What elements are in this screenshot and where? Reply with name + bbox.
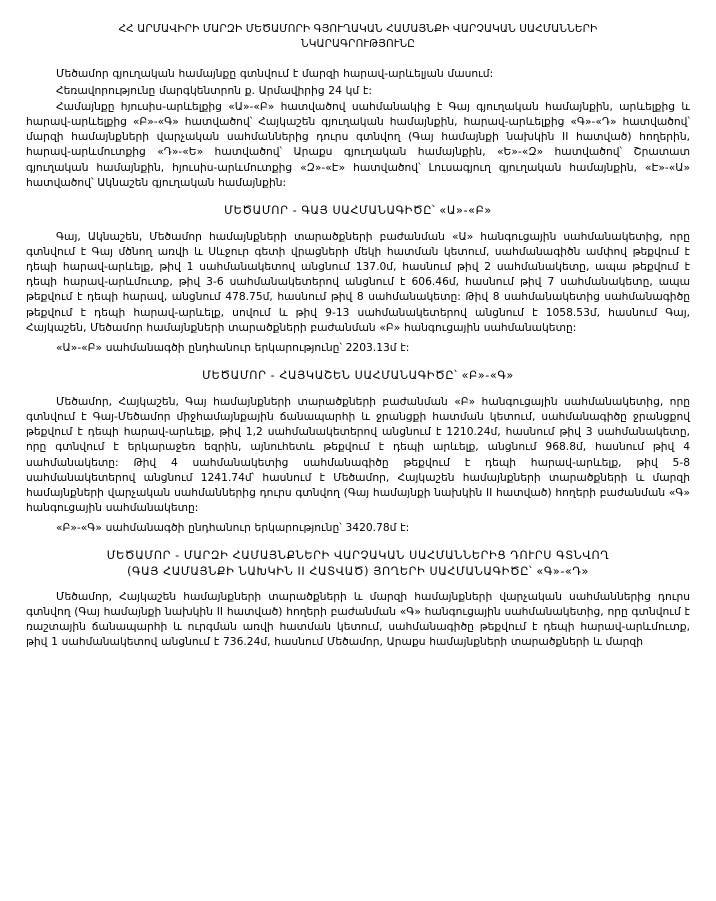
intro-paragraph-3: Համայնքը հյուսիս-արևելքից «Ա»-«Բ» հատվածով սահմանակից է Գայ գյուղական համայնքին, արևելքից և հարավ-արևելքից «Բ»-«Գ» հատվածով՝ Հայկաշեն գյուղական համայնքին, հարավ-արևելքից «Գ»-«Դ» հատվածով՝ մարզի համայնքների վարչական սահմաններից դուրս գտնվող (Գայ համայնքի նախկին II հատված) հողերին, հարավ-արևմուտքից «Դ»-«Ե» հատվածով՝ Արաքս գյուղական համայնքին, «Ե»-«Զ» հատվածով՝ Շրատատ գյուղական համայնքին, հյուսիս-արևմուտքից «Զ»-«Է» հատվածով՝ Լուսագյուղ գյուղական համայնքին, «Է»-«Ա» հատվածով՝ Ակնաշեն գյուղական համայնքին: (26, 99, 690, 189)
document-title-line-1: ՀՀ ԱՐՄԱՎԻՐԻ ՄԱՐԶԻ ՄԵԾԱՄՈՐԻ ԳՅՈՒՂԱԿԱՆ ՀԱՄԱՅՆՔԻ ՎԱՐՉԱԿԱՆ ՍԱՀՄԱՆՆԵՐԻ (118, 23, 598, 35)
section-heading-1 (26, 203, 690, 219)
section-1-length-note: «Ա»-«Բ» սահմանագծի ընդհանուր երկարությունը՝ 2203.13մ է: (56, 340, 410, 354)
section-2-length-note: «Բ»-«Գ» սահմանագծի ընդհանուր երկարությունը՝ 3420.78մ է: (56, 521, 410, 535)
section-3-paragraph-1: Մեծամոր, Հայկաշեն համայնքների տարածքների և մարզի համայնքների վարչական սահմաններից դուրս գտնվող (Գայ համայնքի նախկին II հատված) հողերի բաժանման «Գ» հանգուցային սահմանակետից, որը գտնվում է ռաշտային ճանապարհի և ուրգման առվի հատման կետում, սահմանագիծը թեքվում է դեպի հարավ-արևմուտք, թիվ 1 սահմանակետով անցնում է 736.24մ, հասնում Մեծամոր, Արաքս համայնքների տարածքների և մարզի (26, 589, 690, 649)
intro-paragraph-1: Մեծամոր գյուղական համայնքը գտնվում է մարզի հարավ-արևելյան մասում: (56, 67, 494, 81)
document-title (36, 22, 680, 52)
section-2-paragraph-1: Մեծամոր, Հայկաշեն, Գայ համայնքների տարածքների բաժանման «Բ» հանգուցային սահմանակետից, որը գտնվում է Գայ-Մեծամոր միջհամայնքային ճանապարհի և ջրանցքի հատման կետում, սահմանագիծը ջրանցքով թեքվում է դեպի հարավ-արևելք, թիվ 1,2 սահմանակետերով անցնում է 1210.24մ, հասնում թիվ 3 սահմանակետը, որը գտնվում է երկարաջեռ եզրին, այնուհետև թեքվում է դեպի արևելք, անցնում 968.8մ, հասնում թիվ 4 սահմանակետը: Թիվ 4 սահմանակետից սահմանագիծը թեքվում է դեպի հարավ-արևելք, թիվ 5-8 սահմանակետերով անցնում 1241.74մ՝ հասնում է Մեծամոր, Հայկաշեն համայնքների տարածքների և մարզի համայնքների վարչական սահմաններից դուրս գտնվող (Գայ համայնքի նախկին II հատված) հողերի բաժանման «Գ» հանգուցային սահմանակետը: (26, 394, 690, 515)
section-heading-3 (26, 548, 690, 579)
section-heading-2 (26, 368, 690, 384)
section-heading-1-line-1: ՄԵԾԱՄՈՐ - ԳԱՅ ՍԱՀՄԱՆԱԳԻԾԸ՝ «Ա»-«Բ» (224, 203, 492, 217)
section-heading-2-line-1: ՄԵԾԱՄՈՐ - ՀԱՅԿԱՇԵՆ ՍԱՀՄԱՆԱԳԻԾԸ՝ «Բ»-«Գ» (202, 369, 514, 383)
section-heading-3-line-1: ՄԵԾԱՄՈՐ - ՄԱՐԶԻ ՀԱՄԱՅՆՔՆԵՐԻ ՎԱՐՉԱԿԱՆ ՍԱՀՄԱՆՆԵՐԻՑ ԴՈՒՐՍ ԳՏՆՎՈՂ (106, 549, 610, 563)
section-heading-3-line-2: (ԳԱՅ ՀԱՄԱՅՆՔԻ ՆԱԽԿԻՆ II ՀԱՏՎԱԾ) ՅՈՂԵՐԻ ՍԱՀՄԱՆԱԳԻԾԸ՝ «Գ»-«Դ» (127, 565, 589, 579)
intro-paragraph-2: Հեռավորությունը մարգկենտրոն ք. Արմավիրից 24 կմ է: (56, 83, 372, 97)
section-1-paragraph-1: Գայ, Ակնաշեն, Մեծամոր համայնքների տարածքների բաժանման «Ա» հանգուցային սահմանակետից, որը գտնվում է Գայ մծնող առվի և Սևջուր գետի վրացների մեկի հատման կետում, սահմանագիծն ամփով թեքվում է դեպի հարավ-արևելք, թիվ 1 սահմանակետով անցնում 137.0մ, հասնում թիվ 2 սահմանակետը, ապա թեքվում է դեպի հարավ-արևմուտք, թիվ 3-6 սահմանակետերով անցնում է 606.46մ, հասնում թիվ 7 սահմանակետը, ապա թեքվում է դեպի հարավ, անցնում 478.75մ, հասնում թիվ 8 սահմանակետը: Թիվ 8 սահմանակետից սահմանագիծը թեքվում է դեպի հարավ-արևելք, սովում և թիվ 9-13 սահմանակետերով անցնում է 1058.53մ, հասնում Գայ, Հայկաշեն, Մեծամոր համայնքների տարածքների բաժանման «Բ» հանգուցային սահմանակետը: (26, 229, 690, 334)
document-title-line-2: ՆԿԱՐԱԳՐՈՒԹՅՈՒՆԸ (300, 38, 416, 51)
